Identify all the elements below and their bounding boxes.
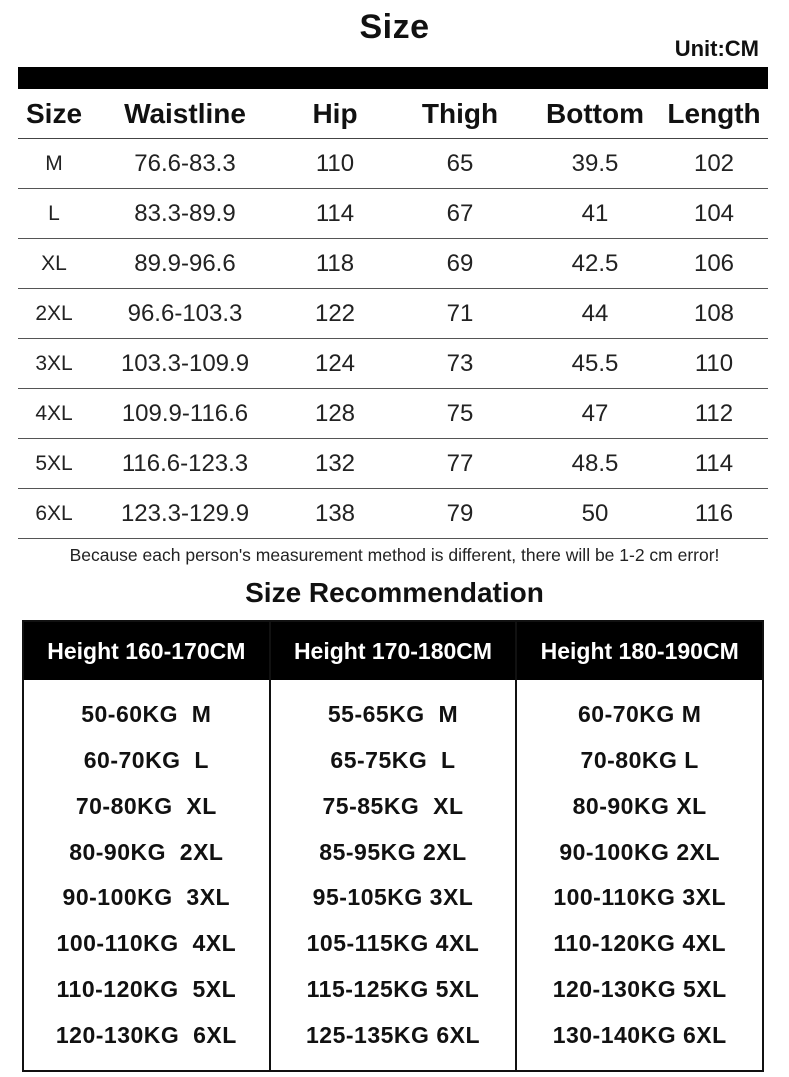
table-cell: 89.9-96.6 — [90, 239, 280, 289]
list-item: 55-65KG M — [327, 701, 459, 728]
header-bar — [18, 67, 768, 89]
list-item: 65-75KG L — [330, 747, 456, 774]
list-item: 80-90KG XL — [572, 792, 707, 819]
table-cell: 65 — [390, 139, 530, 189]
list-item: 110-120KG 5XL — [56, 975, 237, 1002]
table-cell: 45.5 — [530, 339, 660, 389]
table-cell: 39.5 — [530, 139, 660, 189]
recommendation-list — [517, 680, 762, 1070]
list-item: 125-135KG 6XL — [306, 1021, 480, 1048]
table-row — [18, 239, 768, 289]
table-cell: 116.6-123.3 — [90, 439, 280, 489]
table-cell: 109.9-116.6 — [90, 389, 280, 439]
table-cell: 122 — [280, 289, 390, 339]
list-item: 100-110KG 4XL — [56, 930, 237, 957]
recommendation-column — [271, 622, 518, 1070]
table-cell: 118 — [280, 239, 390, 289]
unit-label: Unit:CM — [674, 36, 759, 61]
list-item: 60-70KG L — [83, 747, 209, 774]
list-item: 90-100KG 2XL — [559, 838, 721, 865]
table-cell: 102 — [660, 139, 768, 189]
column-header: Waistline — [90, 89, 280, 139]
table-cell: 116 — [660, 489, 768, 539]
table-cell: 104 — [660, 189, 768, 239]
table-cell: 108 — [660, 289, 768, 339]
list-item: 105-115KG 4XL — [306, 930, 480, 957]
table-cell: 123.3-129.9 — [90, 489, 280, 539]
table-cell: 48.5 — [530, 439, 660, 489]
list-item: 95-105KG 3XL — [312, 884, 474, 911]
table-row — [18, 189, 768, 239]
list-item: 100-110KG 3XL — [553, 884, 727, 911]
page-title: Size — [359, 8, 430, 46]
list-item: 70-80KG XL — [75, 792, 217, 819]
list-item: 120-130KG 5XL — [552, 975, 727, 1002]
table-cell: 103.3-109.9 — [90, 339, 280, 389]
table-row — [18, 339, 768, 389]
table-cell: 77 — [390, 439, 530, 489]
list-item: 60-70KG M — [577, 701, 702, 728]
table-cell: 76.6-83.3 — [90, 139, 280, 189]
list-item: 110-120KG 4XL — [553, 930, 727, 957]
table-cell: 42.5 — [530, 239, 660, 289]
recommendation-table — [22, 620, 764, 1072]
table-cell: 5XL — [18, 439, 90, 489]
table-cell: 2XL — [18, 289, 90, 339]
table-cell: 67 — [390, 189, 530, 239]
list-item: 90-100KG 3XL — [62, 884, 231, 911]
table-cell: 114 — [280, 189, 390, 239]
measurement-note: Because each person's measurement method is different, there will be 1-2 cm error! — [69, 545, 720, 565]
list-item: 130-140KG 6XL — [552, 1021, 727, 1048]
list-item: 80-90KG 2XL — [69, 838, 224, 865]
table-row — [18, 389, 768, 439]
table-row — [18, 139, 768, 189]
height-range-header: Height 170-180CM — [271, 622, 516, 680]
table-cell: 4XL — [18, 389, 90, 439]
recommendation-column — [517, 622, 762, 1070]
column-header: Size — [18, 89, 90, 139]
recommendation-list — [271, 680, 516, 1070]
table-row — [18, 489, 768, 539]
table-cell: 6XL — [18, 489, 90, 539]
list-item: 50-60KG M — [81, 701, 212, 728]
column-header: Bottom — [530, 89, 660, 139]
list-item: 115-125KG 5XL — [306, 975, 480, 1002]
table-cell: 128 — [280, 389, 390, 439]
column-header: Length — [660, 89, 768, 139]
table-cell: M — [18, 139, 90, 189]
table-cell: 69 — [390, 239, 530, 289]
recommendation-list — [24, 680, 269, 1070]
table-cell: 50 — [530, 489, 660, 539]
list-item: 70-80KG L — [580, 747, 699, 774]
list-item: 85-95KG 2XL — [319, 838, 467, 865]
table-cell: 75 — [390, 389, 530, 439]
table-cell: 71 — [390, 289, 530, 339]
table-cell: 96.6-103.3 — [90, 289, 280, 339]
table-cell: XL — [18, 239, 90, 289]
table-cell: 106 — [660, 239, 768, 289]
list-item: 120-130KG 6XL — [55, 1021, 237, 1048]
size-table-header-row — [18, 89, 768, 139]
table-cell: 44 — [530, 289, 660, 339]
table-cell: 114 — [660, 439, 768, 489]
height-range-header: Height 180-190CM — [517, 622, 762, 680]
column-header: Thigh — [390, 89, 530, 139]
table-cell: 83.3-89.9 — [90, 189, 280, 239]
table-cell: 79 — [390, 489, 530, 539]
table-cell: 138 — [280, 489, 390, 539]
list-item: 75-85KG XL — [322, 792, 464, 819]
table-cell: 112 — [660, 389, 768, 439]
table-row — [18, 289, 768, 339]
table-row — [18, 439, 768, 489]
column-header: Hip — [280, 89, 390, 139]
table-cell: 132 — [280, 439, 390, 489]
table-cell: L — [18, 189, 90, 239]
recommendation-column — [24, 622, 271, 1070]
recommendation-title: Size Recommendation — [245, 577, 544, 608]
height-range-header: Height 160-170CM — [24, 622, 269, 680]
table-cell: 3XL — [18, 339, 90, 389]
table-cell: 41 — [530, 189, 660, 239]
table-cell: 110 — [660, 339, 768, 389]
table-cell: 47 — [530, 389, 660, 439]
table-cell: 73 — [390, 339, 530, 389]
size-chart-table — [18, 89, 768, 539]
table-cell: 124 — [280, 339, 390, 389]
table-cell: 110 — [280, 139, 390, 189]
